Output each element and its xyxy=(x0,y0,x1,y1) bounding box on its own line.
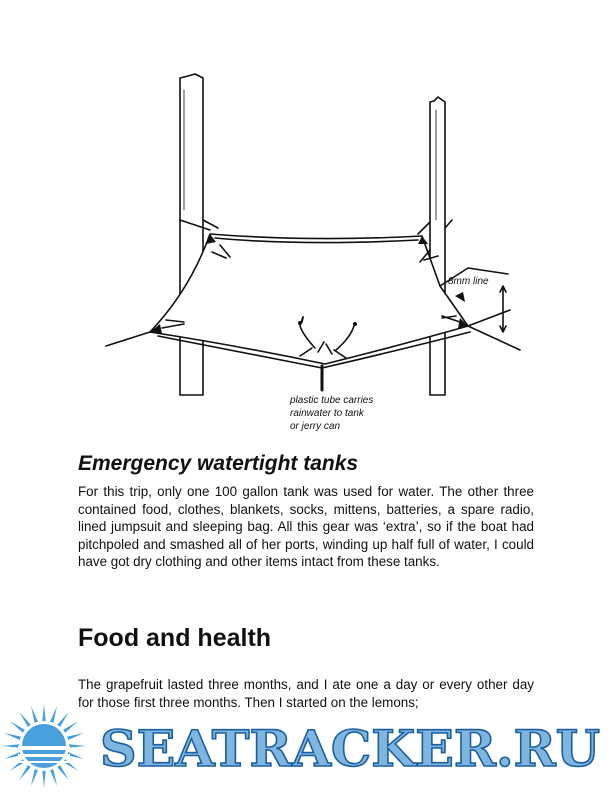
sun-ray xyxy=(50,769,57,786)
line-label: 8mm line xyxy=(448,276,489,287)
sun-ray xyxy=(50,706,57,723)
caption-line-2: rainwater to tank xyxy=(290,408,364,419)
sun-ray xyxy=(19,765,31,780)
caption-line-3: or jerry can xyxy=(290,421,341,432)
watermark-graphic xyxy=(0,700,612,792)
section-paragraph-food: The grapefruit lasted three months, and I ate one a day or every other day for those first three months. Then I started on the lemons; xyxy=(78,677,534,710)
caption-line-1: plastic tube carries xyxy=(290,395,374,406)
sun-ray xyxy=(63,759,78,771)
sun-ray xyxy=(10,759,25,771)
sun-ray xyxy=(31,769,38,786)
section-heading-tanks: Emergency watertight tanks xyxy=(78,452,359,475)
sun-ray xyxy=(69,744,86,747)
sun-ray xyxy=(19,712,31,727)
sun-ray xyxy=(31,706,38,723)
sun-ray xyxy=(67,733,84,740)
sun-ray xyxy=(57,765,68,780)
rain-catcher-illustration xyxy=(100,70,530,440)
watermark xyxy=(0,700,612,792)
sun-ray xyxy=(57,712,68,727)
sun-ray xyxy=(4,733,21,740)
sun-ray xyxy=(10,721,25,733)
sun-ray xyxy=(63,721,78,733)
watermark-text: SEATRACKER.RU xyxy=(100,719,600,778)
sun-ray xyxy=(42,704,45,721)
section-heading-food: Food and health xyxy=(78,624,272,652)
rain-catcher-drawing xyxy=(100,70,530,440)
section-paragraph-tanks: For this trip, only one 100 gallon tank was used for water. The other three contained food, clothes, blankets, socks, mittens, batteries, a spare radio, lined jumpsuit and sleeping bag. All this gear was ‘extra’, so if the boat had pitchpoled and smashed all of her ports, winding up half full of water, I could have got dry clothing and other items intact from these tanks. xyxy=(78,484,534,570)
sun-ray xyxy=(42,771,45,788)
sun-logo-icon xyxy=(2,704,86,788)
sun-ray xyxy=(2,744,19,747)
